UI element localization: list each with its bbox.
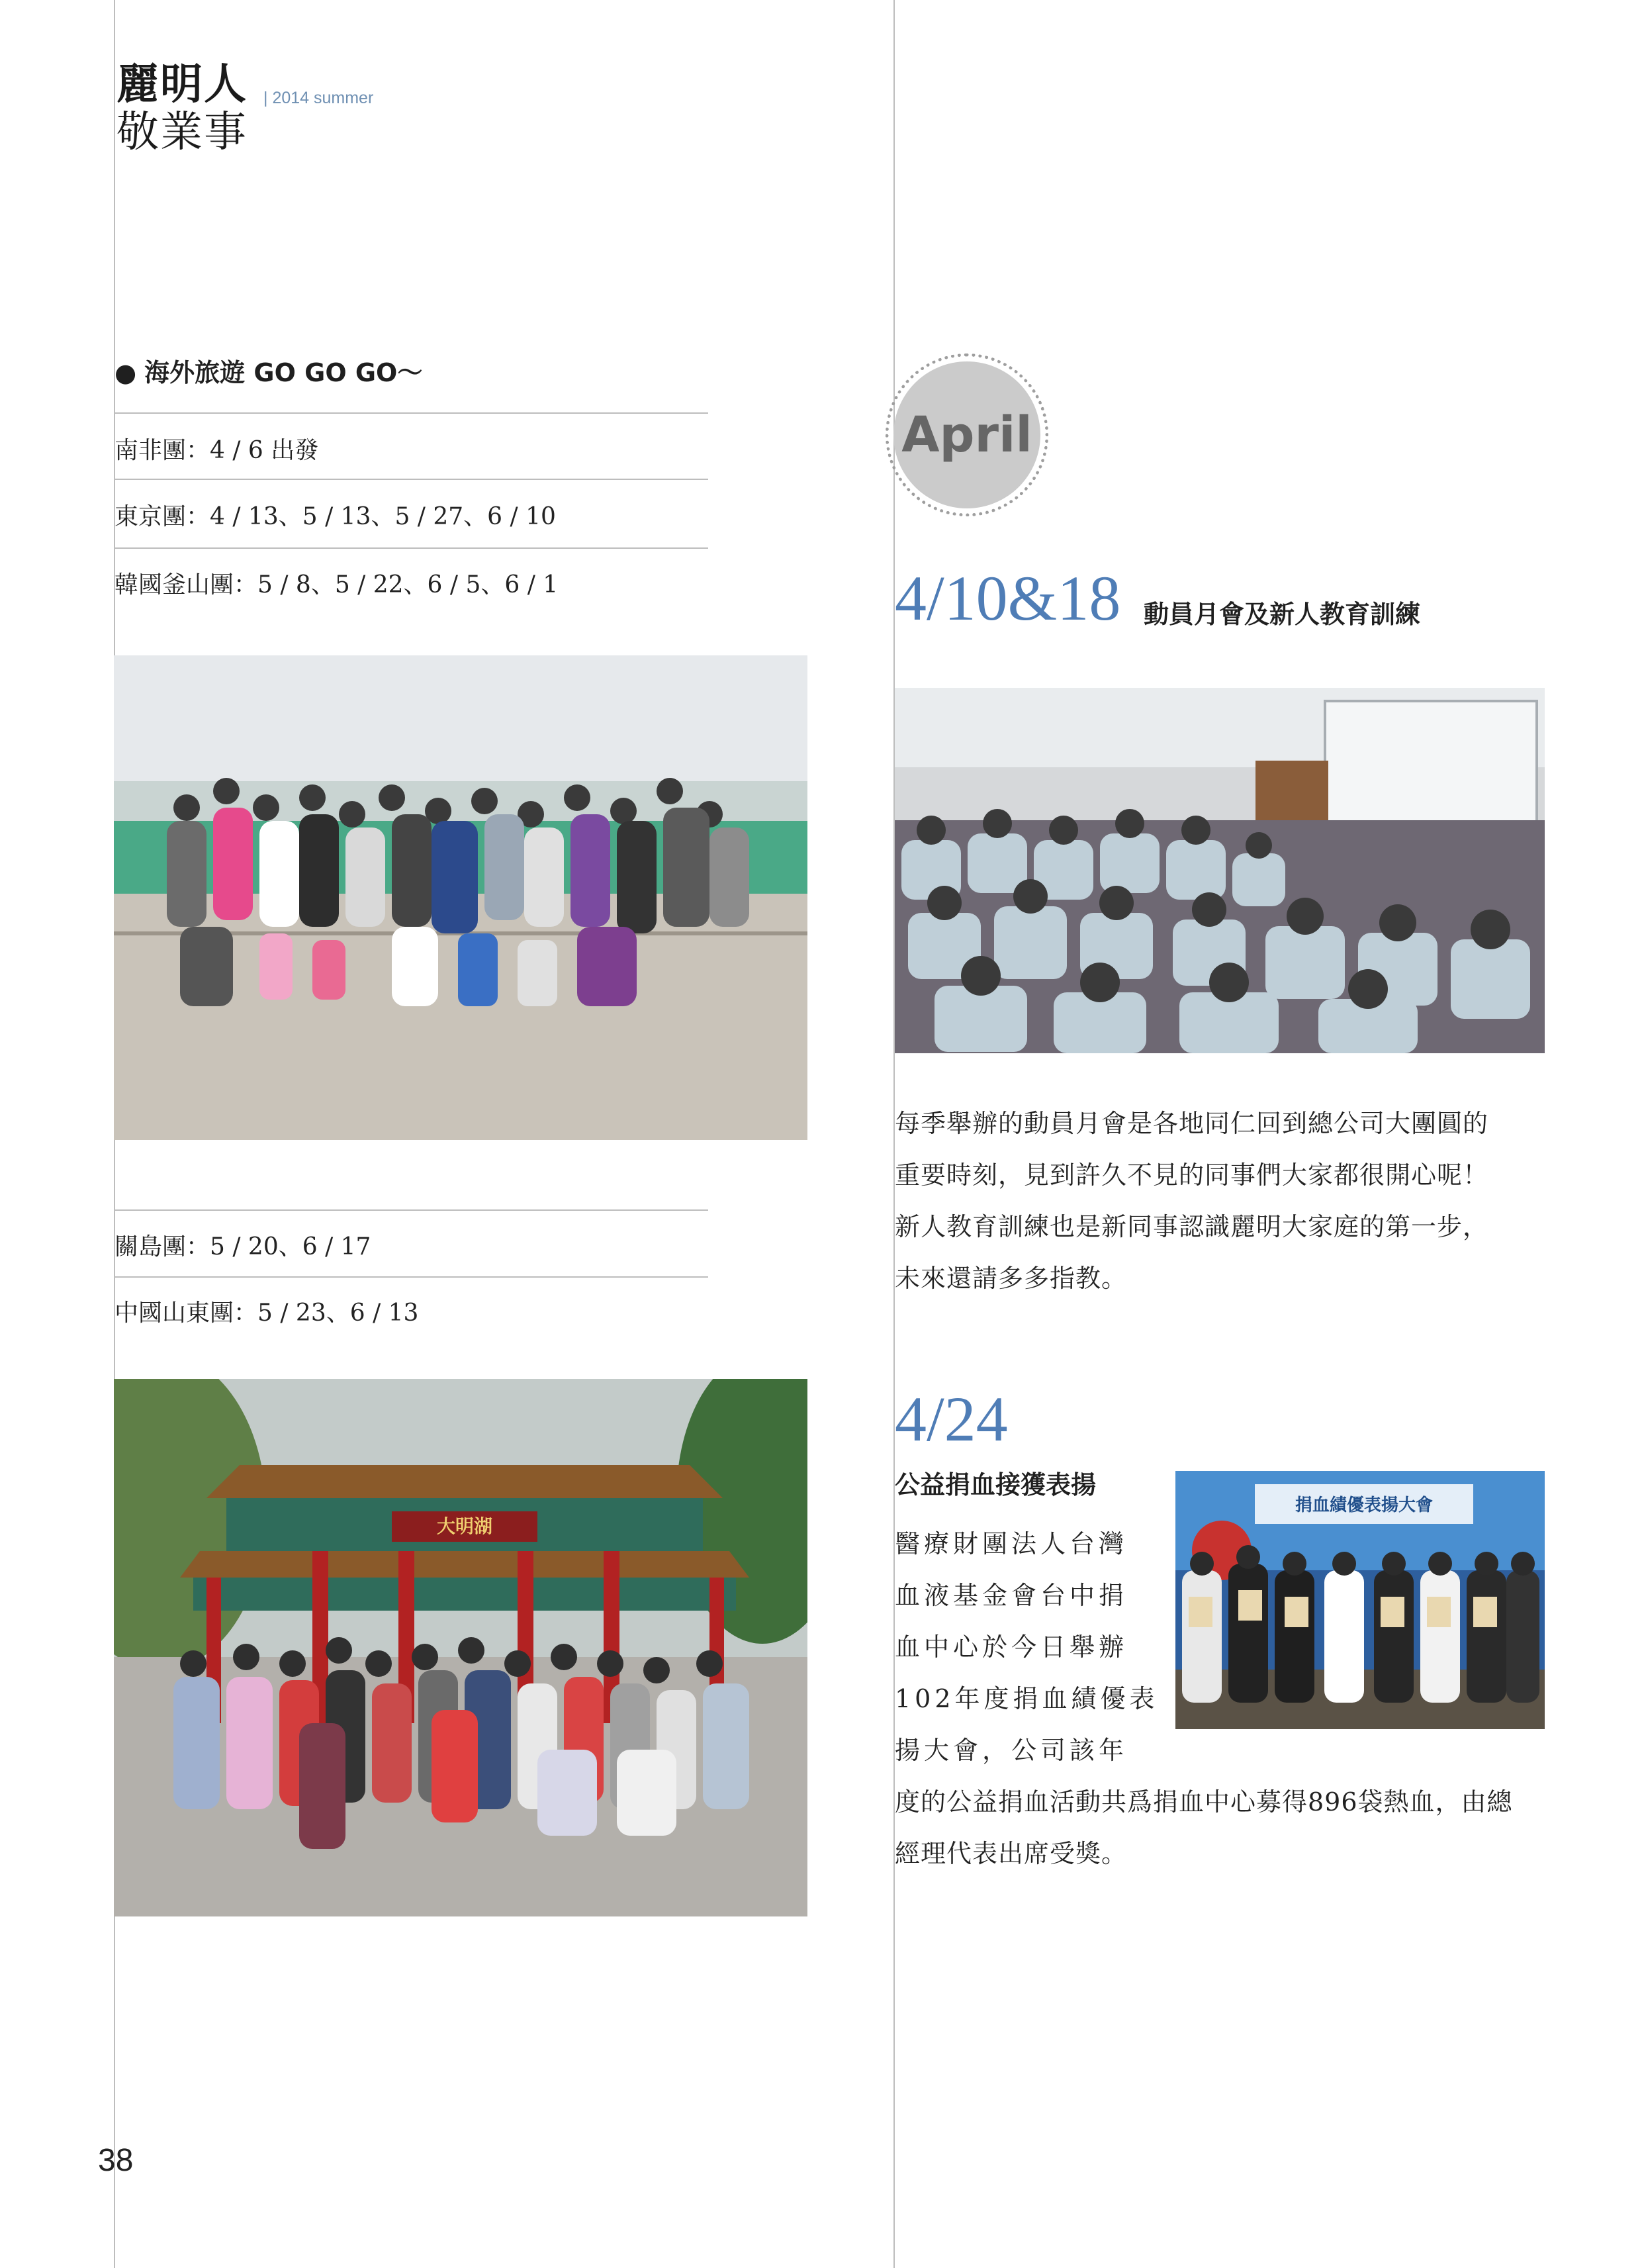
trip-item: 東京團：4 / 13、5 / 13、5 / 27、6 / 10 <box>114 503 556 530</box>
divider <box>114 479 708 480</box>
divider <box>114 547 708 549</box>
trip-item: 韓國釜山團：5 / 8、5 / 22、6 / 5、6 / 1 <box>114 571 559 598</box>
event-title: 動員月會及新人教育訓練 <box>1144 600 1421 629</box>
body-line: 新人教育訓練也是新同事認識麗明大家庭的第一步， <box>895 1212 1489 1241</box>
event-date: 4/10&18 <box>895 563 1121 634</box>
group-photo-deck <box>114 655 807 1140</box>
masthead-title-line2: 敬業事 <box>116 108 248 157</box>
body-line: 醫療財團法人台灣 <box>895 1529 1128 1558</box>
issue-label: | 2014 summer <box>263 89 374 107</box>
award-photo <box>1175 1471 1545 1729</box>
divider <box>114 412 708 414</box>
body-line: 度的公益捐血活動共爲捐血中心募得896袋熱血，由總 <box>895 1787 1513 1817</box>
group-photo-gate <box>114 1379 807 1916</box>
divider <box>114 1276 708 1278</box>
body-line: 血中心於今日舉辦 <box>895 1632 1128 1662</box>
travel-heading <box>114 352 422 389</box>
award-banner-text: 捐血績優表揚大會 <box>1295 1495 1434 1515</box>
bullet-icon: ● <box>114 358 137 387</box>
masthead-title-line1: 麗明人 <box>116 60 248 109</box>
meeting-photo <box>895 688 1545 1053</box>
trip-item: 中國山東團：5 / 23、6 / 13 <box>114 1299 419 1327</box>
body-line: 揚大會，公司該年 <box>895 1736 1128 1765</box>
body-line: 未來還請多多指教。 <box>895 1264 1128 1293</box>
event-body-wide <box>895 1776 1557 1879</box>
divider <box>114 1209 708 1211</box>
month-badge-label: April <box>893 361 1040 508</box>
travel-heading-text: 海外旅遊 GO GO GO～ <box>144 358 423 387</box>
event-body <box>895 1098 1557 1304</box>
month-badge <box>886 354 1048 516</box>
body-line: 血液基金會台中捐 <box>895 1581 1128 1610</box>
body-line: 102年度捐血績優表 <box>895 1684 1159 1713</box>
trip-item: 南非團：4 / 6 出發 <box>114 437 319 464</box>
event-date: 4/24 <box>895 1384 1008 1454</box>
body-line: 經理代表出席受獎。 <box>895 1839 1128 1868</box>
event-title: 公益捐血接獲表揚 <box>895 1470 1097 1499</box>
gate-sign-text: 大明湖 <box>436 1515 493 1537</box>
body-line: 重要時刻，見到許久不見的同事們大家都很開心呢！ <box>895 1160 1489 1190</box>
trip-item: 關島團：5 / 20、6 / 17 <box>114 1233 371 1260</box>
body-line: 每季舉辦的動員月會是各地同仁回到總公司大團圓的 <box>895 1109 1489 1138</box>
page-number: 38 <box>98 2143 134 2178</box>
event-body-narrow <box>895 1518 1166 1776</box>
